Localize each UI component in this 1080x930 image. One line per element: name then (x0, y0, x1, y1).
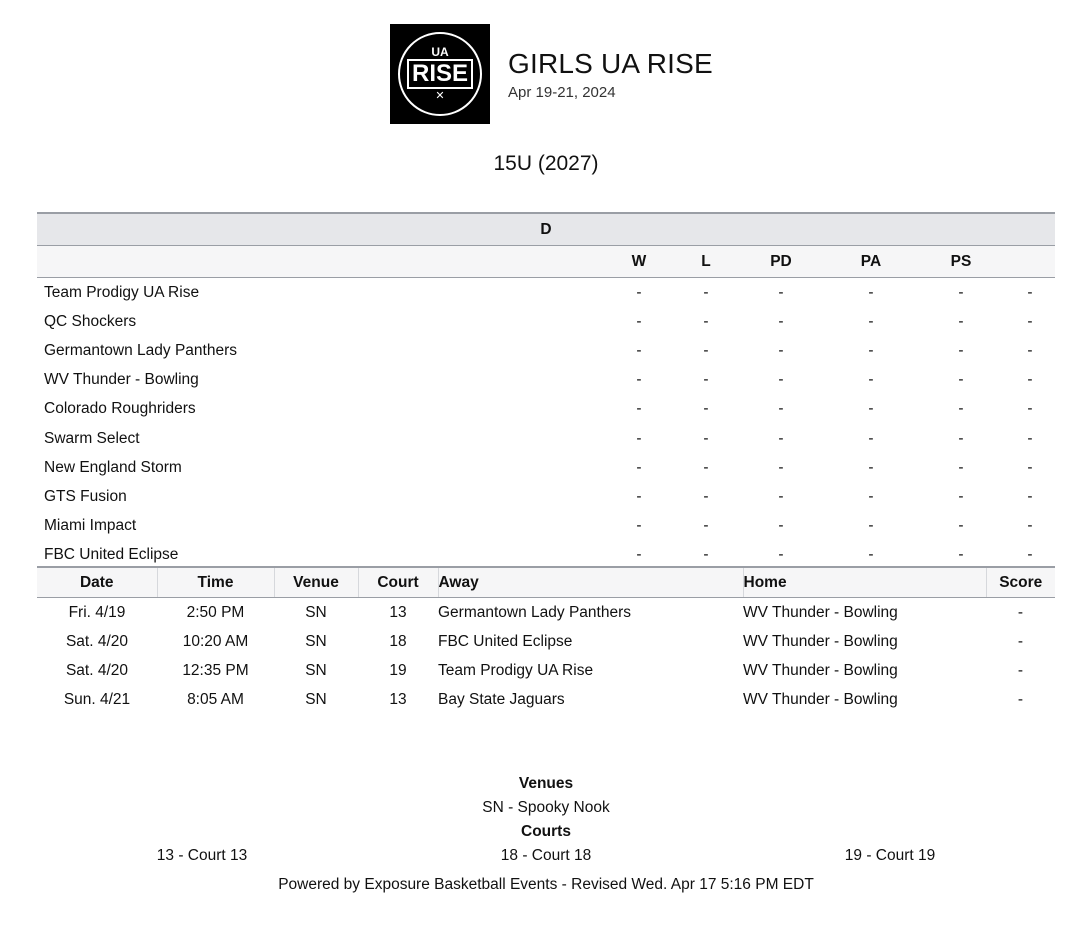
stat-cell: - (636, 546, 642, 564)
stat-cell: - (778, 458, 784, 476)
team-column-header (37, 246, 603, 278)
game-time: 12:35 PM (182, 661, 249, 679)
stat-cell: - (868, 283, 874, 301)
event-date: Apr 19-21, 2024 (508, 83, 616, 101)
stat-cell: - (636, 371, 642, 389)
table-row (37, 278, 1055, 308)
stat-cell: - (636, 400, 642, 418)
stat-cell: - (958, 487, 964, 505)
stat-cell: - (636, 283, 642, 301)
stat-cell: - (703, 341, 709, 359)
game-score: - (1017, 603, 1024, 621)
stat-cell: - (868, 341, 874, 359)
team-name: Miami Impact (44, 517, 137, 535)
stat-cell: - (958, 400, 964, 418)
standings-column-header: PD (737, 246, 825, 278)
game-home: WV Thunder - Bowling (743, 603, 898, 621)
stat-cell: - (778, 546, 784, 564)
logo-ua-text: UA (431, 45, 449, 59)
stat-cell: - (1027, 312, 1033, 330)
game-away: FBC United Eclipse (438, 632, 573, 650)
game-home: WV Thunder - Bowling (743, 690, 898, 708)
stat-cell: - (868, 371, 874, 389)
game-time: 8:05 AM (187, 690, 244, 708)
stat-cell: - (868, 429, 874, 447)
game-venue: SN (305, 603, 327, 621)
stat-cell: - (778, 400, 784, 418)
standings-column-header: PA (825, 246, 917, 278)
table-row (37, 627, 1055, 656)
game-away: Team Prodigy UA Rise (438, 661, 594, 679)
table-row (37, 656, 1055, 685)
table-row (37, 424, 1055, 453)
stat-cell: - (1027, 487, 1033, 505)
stat-cell: - (958, 429, 964, 447)
game-court: 13 (389, 690, 407, 708)
stat-cell: - (868, 517, 874, 535)
team-name: GTS Fusion (44, 487, 127, 505)
event-title: GIRLS UA RISE (508, 47, 713, 79)
team-name: WV Thunder - Bowling (44, 371, 199, 389)
under-armour-icon: ✕ (435, 90, 445, 102)
stat-cell: - (1027, 400, 1033, 418)
game-home: WV Thunder - Bowling (743, 661, 898, 679)
team-name: Team Prodigy UA Rise (44, 283, 200, 301)
ua-rise-logo (390, 24, 490, 124)
game-court: 19 (389, 661, 407, 679)
stat-cell: - (868, 312, 874, 330)
stat-cell: - (778, 517, 784, 535)
game-date: Fri. 4/19 (68, 603, 126, 621)
logo-ring (398, 32, 482, 116)
event-header (390, 24, 713, 124)
stat-cell: - (703, 429, 709, 447)
standings-column-header: PS (917, 246, 1005, 278)
group-header-row (37, 213, 1055, 246)
game-home: WV Thunder - Bowling (743, 632, 898, 650)
stat-cell: - (703, 371, 709, 389)
courts-heading: Courts (521, 823, 571, 840)
event-titles (508, 48, 713, 101)
court-item: 13 - Court 13 (156, 847, 248, 864)
venues-heading: Venues (518, 775, 574, 792)
schedule-column-header: Score (986, 567, 1055, 598)
standings-column-header: W (603, 246, 675, 278)
stat-cell: - (778, 312, 784, 330)
standings-table (37, 212, 1055, 570)
standings-column-header (1005, 246, 1055, 278)
table-row (37, 453, 1055, 482)
stat-cell: - (778, 371, 784, 389)
game-score: - (1017, 690, 1024, 708)
team-name: Swarm Select (44, 429, 140, 447)
table-row (37, 336, 1055, 365)
stat-cell: - (636, 517, 642, 535)
stat-cell: - (703, 283, 709, 301)
stat-cell: - (958, 517, 964, 535)
venue-line: SN - Spooky Nook (482, 799, 610, 816)
group-label: D (37, 213, 1055, 246)
stat-cell: - (778, 283, 784, 301)
stat-cell: - (778, 429, 784, 447)
stat-cell: - (636, 429, 642, 447)
stat-cell: - (1027, 517, 1033, 535)
stat-cell: - (636, 487, 642, 505)
stat-cell: - (958, 341, 964, 359)
stat-cell: - (1027, 371, 1033, 389)
schedule-column-header: Date (37, 567, 157, 598)
table-row (37, 512, 1055, 541)
stat-cell: - (1027, 546, 1033, 564)
game-away: Bay State Jaguars (438, 690, 565, 708)
table-row (37, 482, 1055, 511)
stat-cell: - (703, 312, 709, 330)
stat-cell: - (703, 458, 709, 476)
stat-cell: - (778, 487, 784, 505)
stat-cell: - (1027, 458, 1033, 476)
table-row (37, 395, 1055, 424)
stat-cell: - (868, 487, 874, 505)
table-row (37, 685, 1055, 714)
stat-cell: - (958, 371, 964, 389)
schedule-column-header: Home (743, 567, 986, 598)
game-date: Sat. 4/20 (65, 632, 129, 650)
schedule-column-header: Time (157, 567, 274, 598)
stat-cell: - (958, 546, 964, 564)
stat-cell: - (636, 312, 642, 330)
table-row (37, 366, 1055, 395)
stat-cell: - (636, 341, 642, 359)
stat-cell: - (958, 283, 964, 301)
team-name: Colorado Roughriders (44, 400, 196, 418)
game-date: Sat. 4/20 (65, 661, 129, 679)
stat-cell: - (1027, 429, 1033, 447)
game-venue: SN (305, 690, 327, 708)
stat-cell: - (1027, 283, 1033, 301)
game-venue: SN (305, 632, 327, 650)
logo-rise-text: RISE (407, 59, 473, 89)
game-date: Sun. 4/21 (63, 690, 131, 708)
schedule-columns-row (37, 567, 1055, 598)
stat-cell: - (636, 458, 642, 476)
stat-cell: - (703, 546, 709, 564)
team-name: QC Shockers (44, 312, 137, 330)
powered-by: Powered by Exposure Basketball Events - Revised Wed. Apr 17 5:16 PM EDT (278, 876, 814, 893)
standings-columns-row (37, 246, 1055, 278)
schedule-column-header: Away (438, 567, 743, 598)
game-court: 18 (389, 632, 407, 650)
game-time: 10:20 AM (182, 632, 249, 650)
table-row (37, 307, 1055, 336)
game-court: 13 (389, 603, 407, 621)
game-score: - (1017, 632, 1024, 650)
stat-cell: - (868, 546, 874, 564)
team-name: New England Storm (44, 458, 182, 476)
game-venue: SN (305, 661, 327, 679)
game-away: Germantown Lady Panthers (438, 603, 631, 621)
stat-cell: - (958, 458, 964, 476)
stat-cell: - (703, 487, 709, 505)
stat-cell: - (868, 400, 874, 418)
stat-cell: - (868, 458, 874, 476)
stat-cell: - (703, 400, 709, 418)
team-name: Germantown Lady Panthers (44, 341, 237, 359)
game-time: 2:50 PM (186, 603, 245, 621)
table-row (37, 598, 1055, 628)
team-name: FBC United Eclipse (44, 546, 179, 564)
stat-cell: - (958, 312, 964, 330)
stat-cell: - (778, 341, 784, 359)
schedule-table (37, 566, 1055, 714)
court-item: 19 - Court 19 (844, 847, 936, 864)
schedule-column-header: Venue (274, 567, 358, 598)
standings-column-header: L (675, 246, 737, 278)
court-item: 18 - Court 18 (500, 847, 592, 864)
division-title: 15U (2027) (493, 152, 599, 175)
schedule-column-header: Court (358, 567, 438, 598)
stat-cell: - (703, 517, 709, 535)
stat-cell: - (1027, 341, 1033, 359)
game-score: - (1017, 661, 1024, 679)
standings-body (37, 278, 1055, 570)
schedule-body (37, 598, 1055, 715)
